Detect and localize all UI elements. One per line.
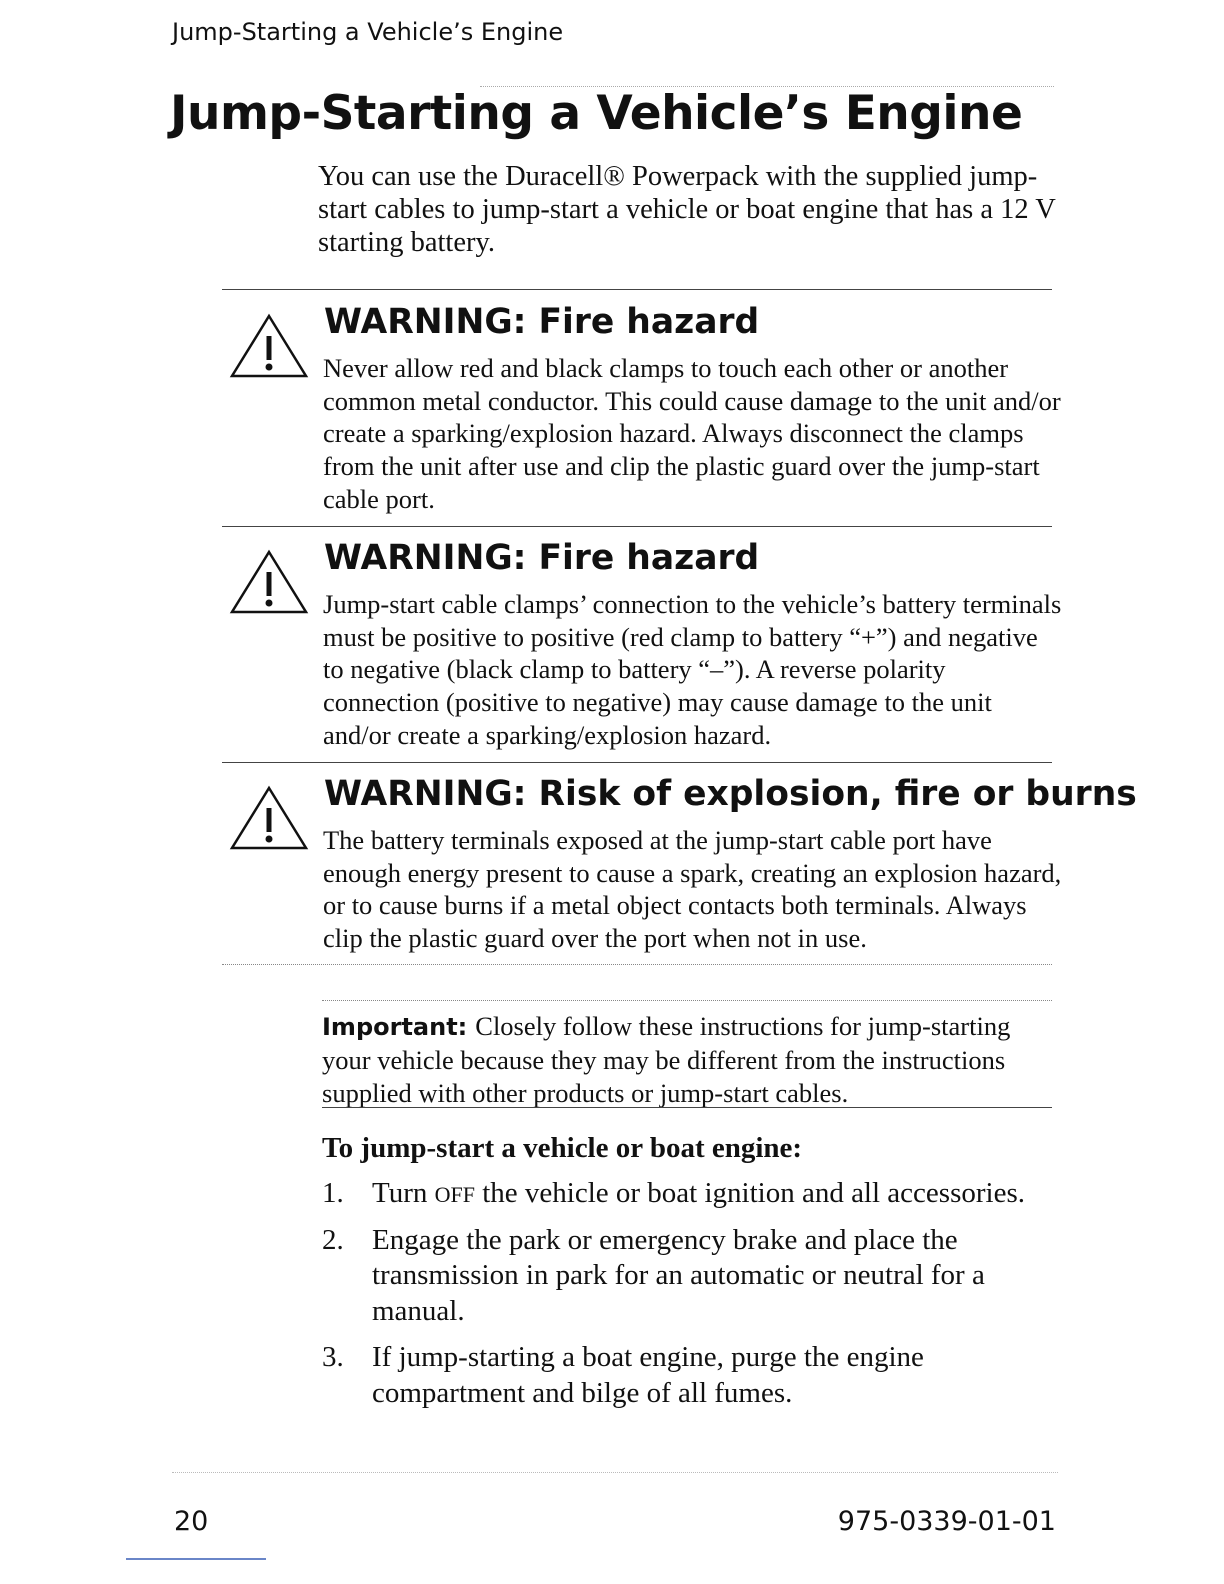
- divider: [222, 526, 1052, 527]
- warning-fire-hazard-1: [228, 302, 1061, 522]
- list-item: [322, 1176, 1062, 1213]
- list-item: [322, 1223, 1062, 1331]
- procedure-steps: [322, 1176, 1062, 1422]
- warning-triangle-icon: [228, 312, 310, 382]
- warning-body: Never allow red and black clamps to touch each other or another common metal conductor. This could cause damage to the unit and/or create a sparking/explosion hazard. Always disconnect the clamps from the unit after use and clip the plastic guard over the jump-start cable port.: [323, 353, 1061, 514]
- warning-fire-hazard-2: [228, 538, 1062, 758]
- warning-title: WARNING: Fire hazard: [324, 302, 760, 342]
- divider: [222, 289, 1052, 290]
- warning-title: WARNING: Fire hazard: [324, 538, 760, 578]
- warning-triangle-icon: [228, 784, 310, 854]
- step-text: Engage the park or emergency brake and place the transmission in park for an automatic or neutral for a manual.: [372, 1223, 985, 1327]
- step-text-smallcaps: OFF: [434, 1182, 475, 1207]
- important-label: Important:: [322, 1013, 468, 1041]
- step-number: 2.: [322, 1223, 344, 1256]
- warning-title: WARNING: Risk of explosion, fire or burns: [324, 774, 1137, 814]
- step-text: Turn: [372, 1177, 435, 1209]
- divider: [222, 964, 1052, 965]
- footer-rule: [172, 1472, 1058, 1473]
- procedure-heading: To jump-start a vehicle or boat engine:: [322, 1132, 803, 1164]
- page-title: Jump-Starting a Vehicle’s Engine: [170, 86, 1023, 141]
- divider: [222, 762, 1052, 763]
- step-text: the vehicle or boat ignition and all accessories.: [474, 1177, 1025, 1209]
- document-number: 975-0339-01-01: [837, 1506, 1056, 1537]
- list-item: [322, 1340, 1062, 1412]
- important-bottom-rule: [322, 1107, 1052, 1108]
- warning-body: Jump-start cable clamps’ connection to the vehicle’s battery terminals must be positive to positive (red clamp to battery “+”) and negative to negative (black clamp to battery “–”). A reverse polarity connection (positive to negative) may cause damage to the unit and/or create a sparking/explosion hazard.: [323, 589, 1062, 750]
- important-top-rule: [322, 1000, 1052, 1001]
- step-number: 3.: [322, 1341, 344, 1373]
- page-number: 20: [174, 1506, 209, 1537]
- important-text: Closely follow these instructions for jump-starting your vehicle because they may be different from the instructions supplied with other products or jump-start cables.: [322, 1011, 1011, 1108]
- warning-body: The battery terminals exposed at the jump-start cable port have enough energy present to cause a spark, creating an explosion hazard, or to cause burns if a metal object contacts both terminals. Always clip the plastic guard over the port when not in use.: [323, 825, 1062, 954]
- scan-mark: [126, 1558, 266, 1560]
- warning-explosion-fire-burns: [228, 774, 1137, 964]
- step-text: If jump-starting a boat engine, purge the engine compartment and bilge of all fumes.: [372, 1341, 924, 1409]
- intro-paragraph: You can use the Duracell® Powerpack with the supplied jump-start cables to jump-start a vehicle or boat engine that has a 12 V starting battery.: [318, 161, 1056, 258]
- important-note: [322, 1010, 1052, 1110]
- warning-triangle-icon: [228, 548, 310, 618]
- step-number: 1.: [322, 1177, 344, 1209]
- running-header: Jump-Starting a Vehicle’s Engine: [172, 18, 564, 46]
